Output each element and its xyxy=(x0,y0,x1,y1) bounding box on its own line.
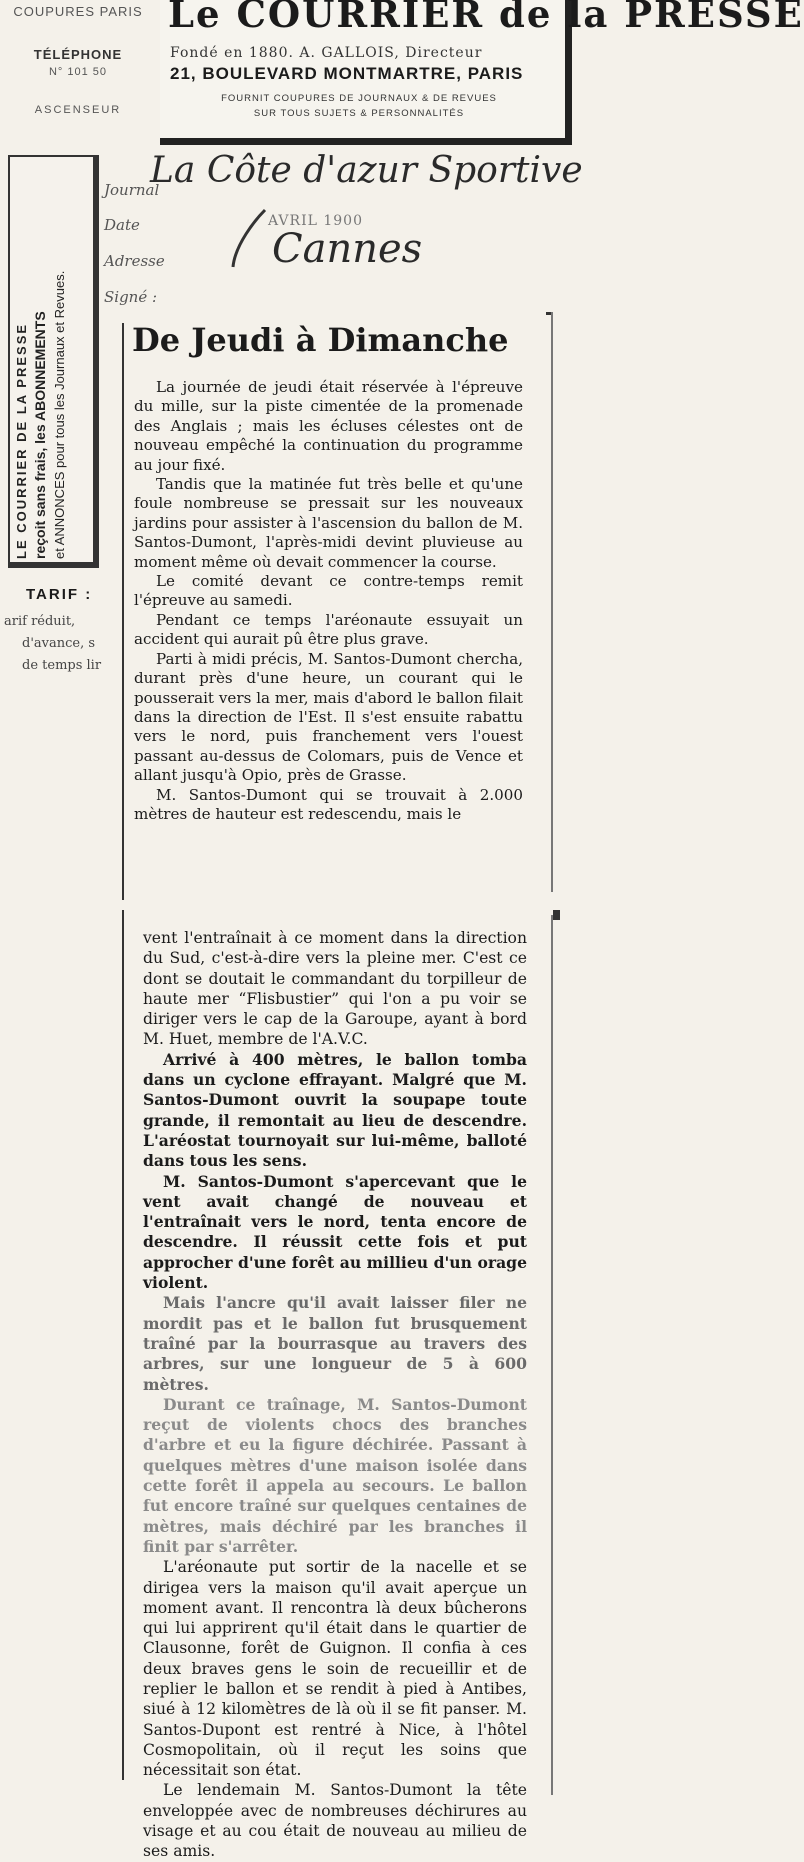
paragraph: Parti à midi précis, M. Santos-Dumont chercha, durant près d'une heure, un courant qui le pousserait vers la mer, mais d'abord le ballon filait dans la direction de l'Est. Il s'est ensuite rabattu vers le nord, puis franchement vers l'ouest passant au-dessus de Colomars, puis de Vence et allant jusqu'à Opio, près de Grasse. xyxy=(134,649,523,785)
tarif-line-2: d'avance, s xyxy=(22,636,96,651)
adresse-label: Adresse xyxy=(104,252,165,270)
masthead-founded: Fondé en 1880. A. GALLOIS, Directeur xyxy=(170,45,483,61)
paragraph: vent l'entraînait à ce moment dans la direction du Sud, c'est-à-dire vers la pleine mer. C'est ce dont se doutait le commandant du torpilleur de haute mer “Flisbustier” qui l'on a pu voir se diriger vers le cap de la Garoupe, ayant à bord M. Huet, membre de l'A.V.C. xyxy=(143,929,527,1049)
article-part-1 xyxy=(134,378,523,824)
journal-handwritten: La Côte d'azur Sportive xyxy=(150,150,583,191)
right-column-rule-2 xyxy=(551,915,553,1795)
tarif-label: TARIF : xyxy=(26,586,93,603)
paragraph: L'aréonaute put sortir de la nacelle et se dirigea vers la maison qu'il avait aperçue un moment avant. Il rencontra là deux bûcherons qui lui apprirent qu'il était dans le quartier de Clausonne, forêt de Guignon. Il confia à ces deux braves gens le soin de recueillir et de replier le ballon et se rendit à pied à Antibes, siué à 12 kilomètres de là où il se fit panser. M. Santos-Dupont est rentré à Nice, à l'hôtel Cosmopolitain, où il reçut les soins que nécessitait son état. xyxy=(143,1558,527,1780)
masthead-title: Le COURRIER de la PRESSE xyxy=(168,0,804,36)
article-part-2 xyxy=(143,928,527,1862)
coupures-paris-label: COUPURES PARIS xyxy=(13,4,143,19)
subscription-box-text xyxy=(12,159,92,559)
right-rule-mark xyxy=(553,910,560,920)
masthead-tagline-2: SUR TOUS SUJETS & PERSONNALITÉS xyxy=(253,108,465,119)
subscription-box-line-2: reçoit sans frais, les ABONNEMENTS xyxy=(32,311,48,559)
telephone-number: N° 101 50 xyxy=(48,66,108,78)
ascenseur-label: ASCENSEUR xyxy=(34,104,122,116)
journal-label: Journal xyxy=(104,181,160,199)
subscription-box-line-3: et ANNONCES pour tous les Journaux et Revues. xyxy=(52,270,67,559)
left-column-rule-2 xyxy=(122,910,124,1780)
article-headline: De Jeudi à Dimanche xyxy=(132,321,509,359)
date-stamp: AVRIL 1900 xyxy=(268,213,363,229)
signe-label: Signé : xyxy=(104,288,158,306)
left-column-rule xyxy=(122,323,124,900)
date-label: Date xyxy=(104,216,140,234)
tarif-line-3: de temps lir xyxy=(22,658,102,673)
paragraph: Durant ce traînage, M. Santos-Dumont reçut de violents chocs des branches d'arbre et eu la figure déchirée. Passant à quelques mètres d'une maison isolée dans cette forêt il appela au secours. Le ballon fut encore traîné sur quelques centaines de mètres, mais déchiré par les branches il finit par s'arrêter. xyxy=(143,1394,527,1556)
paragraph: M. Santos-Dumont s'apercevant que le vent avait changé de nouveau et l'entraînait vers le nord, tenta encore de descendre. Il réussit cette fois et put approcher d'une forêt au millieu d'un orage violent. xyxy=(143,1171,527,1293)
paragraph: Le comité devant ce contre-temps remit l'épreuve au samedi. xyxy=(134,572,523,610)
paragraph: Mais l'ancre qu'il avait laisser filer ne mordit pas et le ballon fut brusquement traîné par la bourrasque au travers des arbres, sur une longueur de 5 à 600 mètres. xyxy=(143,1293,527,1394)
right-column-rule xyxy=(551,312,553,892)
telephone-label: TÉLÉPHONE xyxy=(33,47,123,62)
handwritten-slash-mark xyxy=(225,205,275,275)
paragraph: M. Santos-Dumont qui se trouvait à 2.000 mètres de hauteur est redescendu, mais le xyxy=(134,785,523,823)
paragraph: La journée de jeudi était réservée à l'épreuve du mille, sur la piste cimentée de la promenade des Anglais ; mais les écluses célestes ont de nouveau empêché la continuation du programme au jour fixé. xyxy=(134,378,523,474)
paragraph: Tandis que la matinée fut très belle et qu'une foule nombreuse se pressait sur les nouveaux jardins pour assister à l'ascension du ballon de M. Santos-Dumont, l'après-midi devint pluvieuse au moment même où devait commencer la course. xyxy=(134,475,523,571)
subscription-box xyxy=(8,155,99,568)
masthead-address: 21, BOULEVARD MONTMARTRE, PARIS xyxy=(170,64,524,83)
paragraph: Le lendemain M. Santos-Dumont la tête enveloppée avec de nombreuses déchirures au visage et au cou était de nouveau au milieu de ses amis. xyxy=(143,1781,527,1861)
tarif-line-1: arif réduit, xyxy=(4,614,76,629)
masthead-tagline-1: FOURNIT COUPURES DE JOURNAUX & DE REVUES xyxy=(221,93,497,104)
adresse-handwritten: Cannes xyxy=(272,226,423,272)
paragraph: Pendant ce temps l'aréonaute essuyait un accident qui aurait pû être plus grave. xyxy=(134,610,523,649)
paragraph: Arrivé à 400 mètres, le ballon tomba dans un cyclone effrayant. Malgré que M. Santos-Dumont ouvrit la soupape toute grande, il remontait au lieu de descendre. L'aréostat tournoyait sur lui-même, balloté dans tous les sens. xyxy=(143,1049,527,1171)
masthead xyxy=(160,0,804,145)
subscription-box-line-1: LE COURRIER DE LA PRESSE xyxy=(14,322,29,559)
